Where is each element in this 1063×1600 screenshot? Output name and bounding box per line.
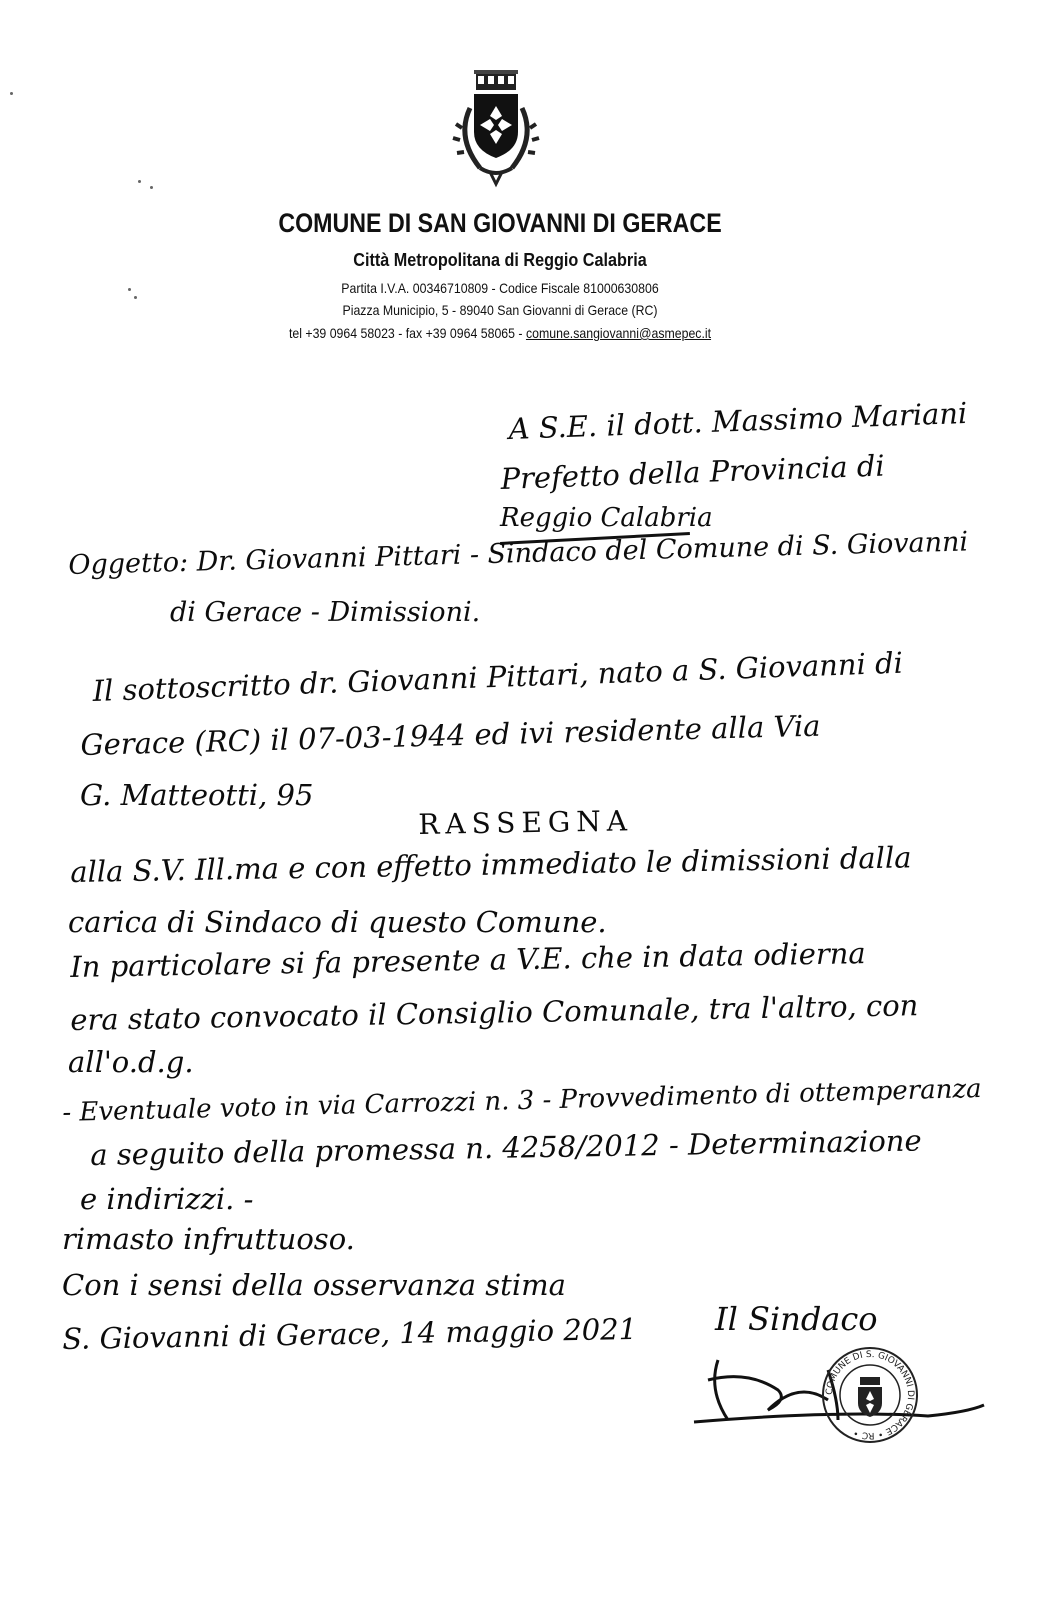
municipal-crest-icon — [450, 68, 542, 188]
letterhead-subtitle: Città Metropolitana di Reggio Calabria — [353, 250, 647, 270]
intro-line-3: G. Matteotti, 95 — [80, 778, 314, 812]
municipal-stamp — [820, 1345, 920, 1445]
body-line-1: alla S.V. Ill.ma e con effetto immediato le dimissioni dalla — [70, 840, 912, 889]
addressee-line-1: A S.E. il dott. Massimo Mariani — [508, 395, 968, 446]
letterhead-phone-fax: tel +39 0964 58023 - fax +39 0964 58065 - — [288, 325, 526, 341]
body-line-3: In particolare si fa presente a V.E. che in data odierna — [70, 936, 866, 984]
subject-line-2: di Gerace - Dimissioni. — [170, 597, 481, 628]
body-line-7: a seguito della promessa n. 4258/2012 - Determinazione — [90, 1123, 922, 1172]
letterhead-email-link[interactable]: comune.sangiovanni@asmepec.it — [525, 325, 712, 341]
body-line-8: e indirizzi. - — [80, 1182, 254, 1216]
place-date: S. Giovanni di Gerace, 14 maggio 2021 — [62, 1311, 638, 1356]
body-line-2: carica di Sindaco di questo Comune. — [68, 905, 607, 939]
body-line-6: - Eventuale voto in via Carrozzi n. 3 - Provvedimento di ottemperanza — [62, 1073, 982, 1128]
letterhead-tax-line: Partita I.V.A. 00346710809 - Codice Fiscale 81000630806 — [341, 280, 659, 296]
letterhead-address-line: Piazza Municipio, 5 - 89040 San Giovanni di Gerace (RC) — [342, 302, 658, 318]
body-line-5: all'o.d.g. — [68, 1045, 194, 1079]
signature-label: Il Sindaco — [715, 1300, 878, 1338]
body-line-9: rimasto infruttuoso. — [62, 1222, 355, 1256]
intro-line-2: Gerace (RC) il 07-03-1944 ed ivi residente alla Via — [80, 708, 821, 762]
subject-line-1: Oggetto: Dr. Giovanni Pittari - Sindaco del Comune di S. Giovanni — [68, 526, 969, 581]
letterhead-contact-line — [60, 325, 940, 341]
letterhead-title: COMUNE DI SAN GIOVANNI DI GERACE — [278, 208, 722, 238]
body-line-4: era stato convocato il Consiglio Comunale, tra l'altro, con — [70, 988, 919, 1037]
body-line-10: Con i sensi della osservanza stima — [62, 1268, 566, 1302]
addressee-line-3: Reggio Calabria — [500, 503, 713, 533]
intro-line-1: Il sottoscritto dr. Giovanni Pittari, nato a S. Giovanni di — [92, 645, 904, 708]
stamp-text: COMUNE DI S. GIOVANNI DI GERACE • RC • — [824, 1349, 916, 1441]
rassegna-heading: RASSEGNA — [418, 804, 634, 841]
addressee-line-2: Prefetto della Provincia di — [500, 448, 886, 496]
